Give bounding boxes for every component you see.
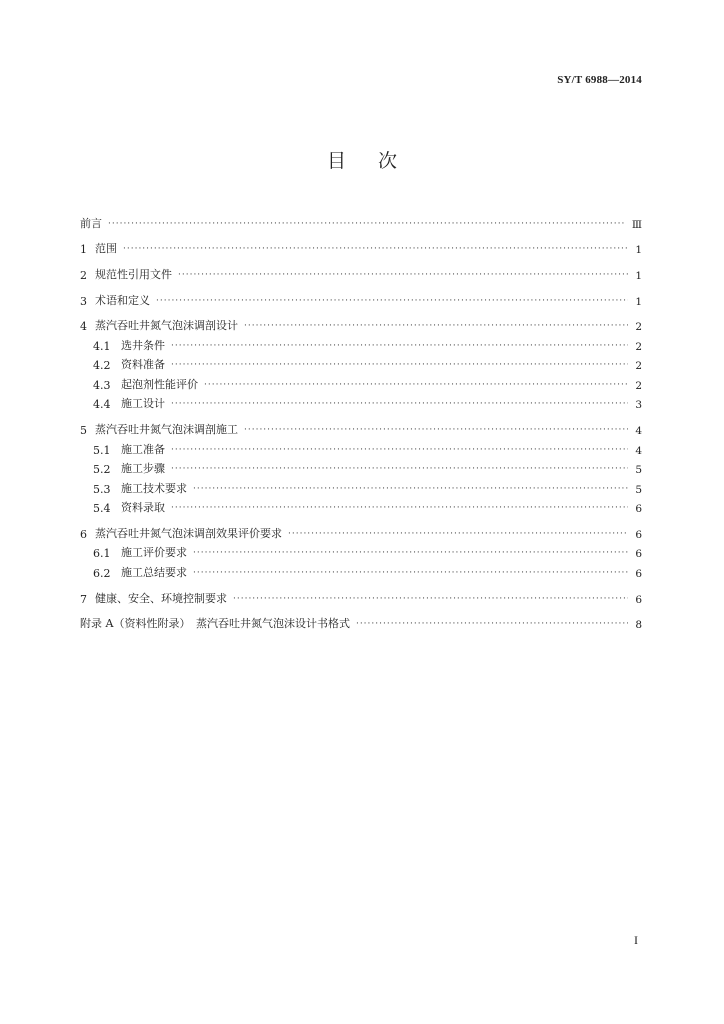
toc-entry-number: 6 [80,527,87,541]
toc-entry-label: 资料准备 [121,358,165,372]
toc-entry-number: 5 [80,424,87,438]
dot-leader [123,243,628,256]
toc-entry-number: 4.3 [93,378,111,392]
toc-entry[interactable] [80,372,642,392]
toc-entry-label: 附录 A（资料性附录） 蒸汽吞吐井氮气泡沫设计书格式 [80,617,350,631]
toc-entry-page: 1 [635,244,642,257]
title-part-1: 目 [326,150,346,172]
toc-entry-number: 4.4 [93,398,111,412]
toc-entry-page: 4 [635,425,642,438]
toc-entry-page: 5 [635,483,642,496]
toc-entry-label: 起泡剂性能评价 [121,377,198,391]
dot-leader [193,483,628,496]
dot-leader [193,567,628,580]
toc-entry-number: 5.2 [93,463,111,477]
toc-entry[interactable] [80,256,642,282]
dot-leader [156,295,628,308]
toc-entry-number: 5.1 [93,443,111,457]
toc-entry-page: 2 [635,379,642,392]
toc-entry-label: 前言 [80,216,102,230]
toc-entry[interactable] [80,231,642,257]
toc-entry-label: 蒸汽吞吐井氮气泡沫调剖施工 [95,423,238,437]
toc-entry-label: 施工准备 [121,442,165,456]
toc-entry[interactable] [80,560,642,580]
toc-entry[interactable] [80,580,642,606]
toc-entry-page: Ⅲ [631,218,642,231]
toc-entry-page: 5 [635,464,642,477]
toc-entry-page: 6 [635,503,642,516]
toc-entry[interactable] [80,282,642,308]
toc-entry-label: 施工技术要求 [121,481,187,495]
toc-entry[interactable] [80,333,642,353]
dot-leader [108,218,626,231]
toc-entry-label: 范围 [95,242,117,256]
toc-entry[interactable] [80,496,642,516]
toc-entry-label: 施工评价要求 [121,546,187,560]
toc-entry-label: 资料录取 [121,501,165,515]
toc-entry-page: 6 [635,567,642,580]
toc-entry-label: 施工步骤 [121,462,165,476]
toc-entry[interactable] [80,541,642,561]
toc-entry-page: 6 [635,593,642,606]
toc-entry-number: 7 [80,592,87,606]
toc-entry-label: 规范性引用文件 [95,268,172,282]
toc-entry-number: 6.1 [93,547,111,561]
standard-code: SY/T 6988—2014 [557,74,642,86]
dot-leader [171,398,628,411]
toc-entry-page: 2 [635,360,642,373]
toc-entry-page: 3 [635,399,642,412]
toc-entry-label: 蒸汽吞吐井氮气泡沫调剖设计 [95,319,238,333]
toc-entry[interactable] [80,476,642,496]
toc-entry[interactable] [80,308,642,334]
toc-entry-label: 施工总结要求 [121,565,187,579]
toc-entry-number: 5.4 [93,502,111,516]
toc-entry[interactable] [80,515,642,541]
toc-entry-page: 1 [635,270,642,283]
dot-leader [193,547,628,560]
toc-entry-page: 4 [635,444,642,457]
toc-entry[interactable] [80,606,642,632]
dot-leader [356,618,628,631]
toc-entry-number: 6.2 [93,566,111,580]
dot-leader [171,359,628,372]
toc-entry[interactable] [80,411,642,437]
toc-entry-label: 施工设计 [121,397,165,411]
dot-leader [204,379,628,392]
dot-leader [171,444,628,457]
toc-entry-page: 8 [635,619,642,632]
toc-entry-label: 术语和定义 [95,293,150,307]
dot-leader [244,424,628,437]
toc-entry-number: 2 [80,269,87,283]
title-part-2: 次 [378,150,398,172]
dot-leader [244,320,628,333]
page-title [0,146,724,173]
toc-entry-page: 6 [635,548,642,561]
dot-leader [171,340,628,353]
page-number: I [634,933,638,947]
dot-leader [288,528,628,541]
dot-leader [171,502,628,515]
dot-leader [233,593,628,606]
toc-entry[interactable] [80,457,642,477]
toc-entry-page: 1 [635,295,642,308]
toc-entry[interactable] [80,353,642,373]
toc-entry[interactable] [80,205,642,231]
toc-entry-label: 蒸汽吞吐井氮气泡沫调剖效果评价要求 [95,526,282,540]
toc-entry-number: 5.3 [93,482,111,496]
toc-entry-page: 2 [635,340,642,353]
toc-entry-number: 3 [80,294,87,308]
dot-leader [178,269,628,282]
toc-entry-label: 健康、安全、环境控制要求 [95,591,227,605]
toc-entry-label: 选井条件 [121,338,165,352]
toc-entry-number: 4.2 [93,359,111,373]
table-of-contents [80,205,642,631]
toc-entry-number: 4 [80,320,87,334]
dot-leader [171,463,628,476]
toc-entry[interactable] [80,392,642,412]
toc-entry-number: 4.1 [93,339,111,353]
toc-entry-page: 2 [635,321,642,334]
toc-entry-page: 6 [635,528,642,541]
toc-entry[interactable] [80,437,642,457]
toc-entry-number: 1 [80,243,87,257]
